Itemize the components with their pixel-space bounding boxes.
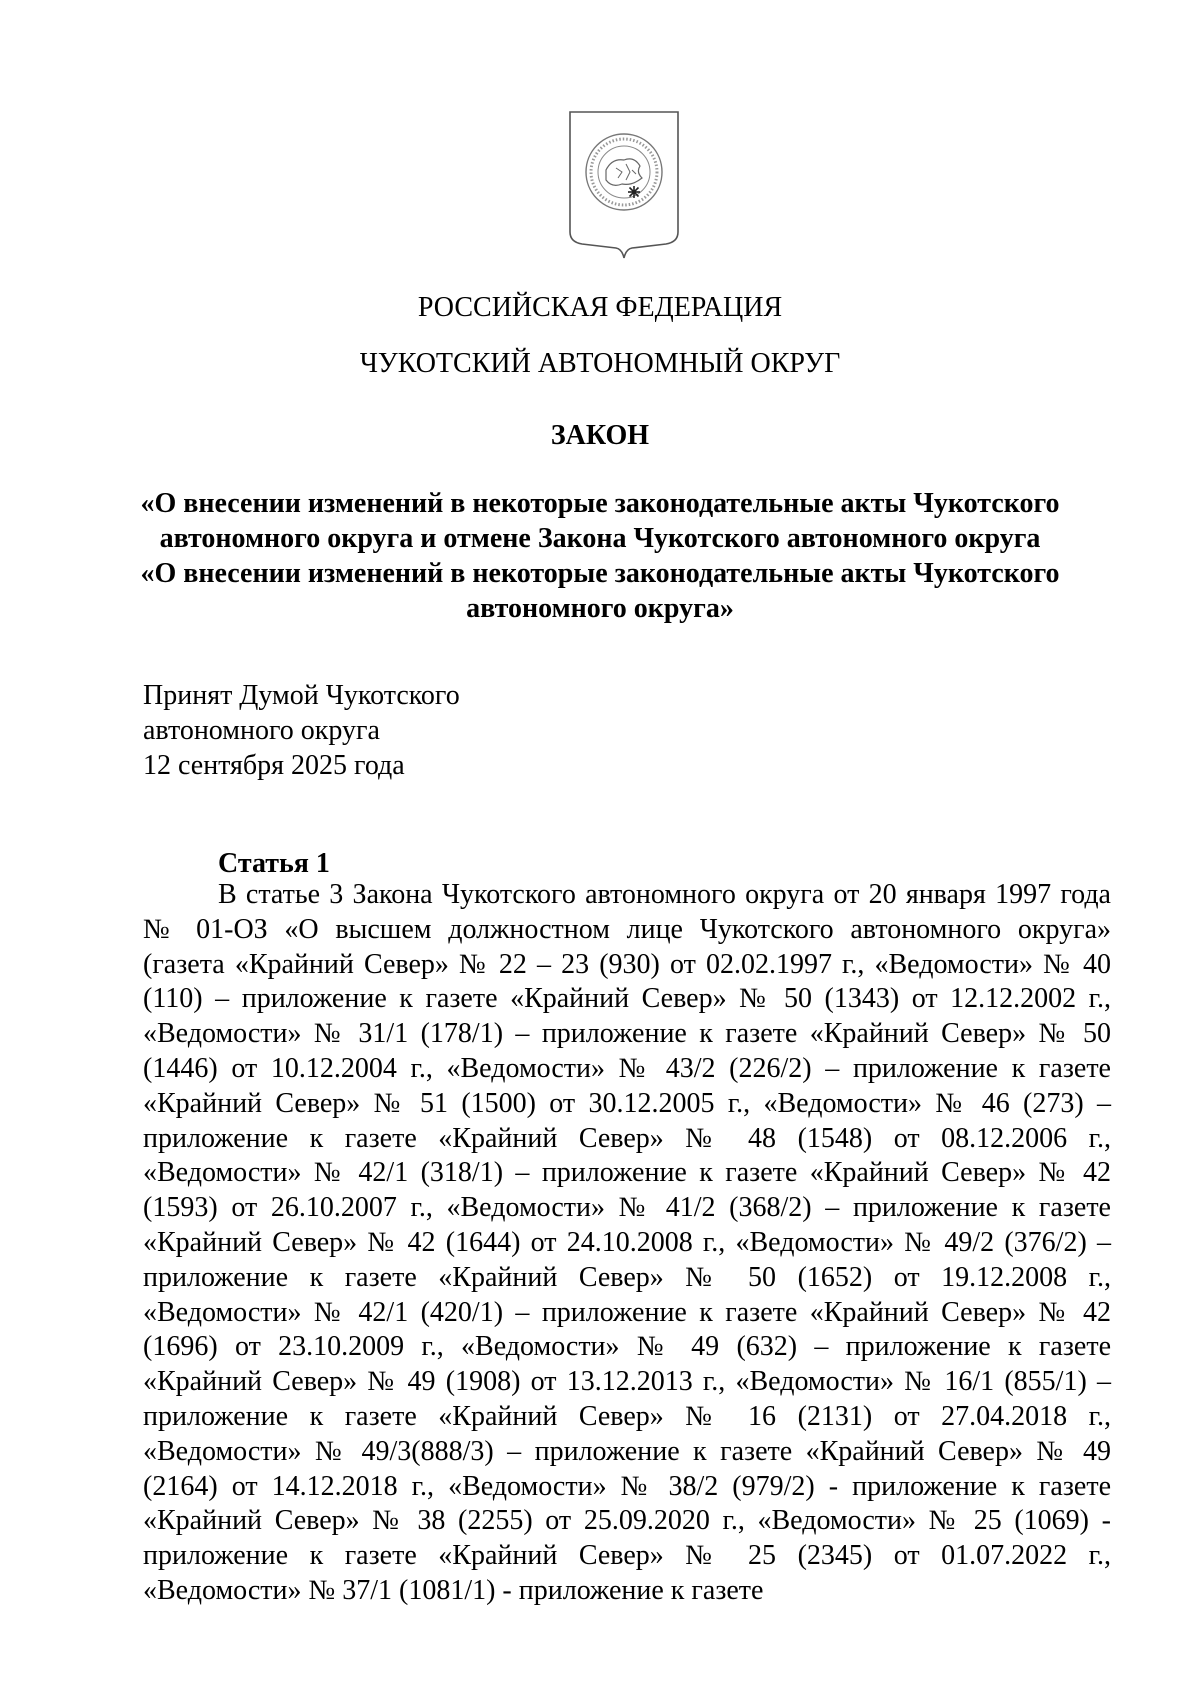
coat-of-arms-icon [568,110,680,260]
adoption-line: Принят Думой Чукотского [143,680,460,711]
law-title: «О внесении изменений в некоторые законодательные акты Чукотского автономного округа и отмене Закона Чукотского автономного округа «О внесении изменений в некоторые законодательные акты Чукотского автономного округа» [140,488,1060,624]
country-heading: РОССИЙСКАЯ ФЕДЕРАЦИЯ [417,292,783,323]
document-type-heading: ЗАКОН [550,420,650,451]
article-heading: Статья 1 [218,848,330,879]
adoption-date: 12 сентября 2025 года [143,750,405,781]
adoption-block [143,678,663,783]
article-body: В статье 3 Закона Чукотского автономного округа от 20 января 1997 года № 01-ОЗ «О высшем должностном лице Чукотского автономного округа» (газета «Крайний Север» № 22 – 23 (930) от 02.02.1997 г., «Ведомости» № 40 (110) – приложение к газете «Крайний Север» № 50 (1343) от 12.12.2002 г., «Ведомости» № 31/1 (178/1) – приложение к газете «Крайний Север» № 50 (1446) от 10.12.2004 г., «Ведомости» № 43/2 (226/2) – приложение к газете «Крайний Север» № 51 (1500) от 30.12.2005 г., «Ведомости» № 46 (273) – приложение к газете «Крайний Север» № 48 (1548) от 08.12.2006 г., «Ведомости» № 42/1 (318/1) – приложение к газете «Крайний Север» № 42 (1593) от 26.10.2007 г., «Ведомости» № 41/2 (368/2) – приложение к газете «Крайний Север» № 42 (1644) от 24.10.2008 г., «Ведомости» № 49/2 (376/2) – приложение к газете «Крайний Север» № 50 (1652) от 19.12.2008 г., «Ведомости» № 42/1 (420/1) – приложение к газете «Крайний Север» № 42 (1696) от 23.10.2009 г., «Ведомости» № 49 (632) – приложение к газете «Крайний Север» № 49 (1908) от 13.12.2013 г., «Ведомости» № 16/1 (855/1) – приложение к газете «Крайний Север» № 16 (2131) от 27.04.2018 г., «Ведомости» № 49/3(888/3) – приложение к газете «Крайний Север» № 49 (2164) от 14.12.2018 г., «Ведомости» № 38/2 (979/2) - приложение к газете «Крайний Север» № 38 (2255) от 25.09.2020 г., «Ведомости» № 25 (1069) - приложение к газете «Крайний Север» № 25 (2345) от 01.07.2022 г., «Ведомости» № 37/1 (1081/1) - приложение к газете [143,879,1111,1606]
adoption-line: автономного округа [143,715,380,746]
region-heading: ЧУКОТСКИЙ АВТОНОМНЫЙ ОКРУГ [359,348,841,379]
